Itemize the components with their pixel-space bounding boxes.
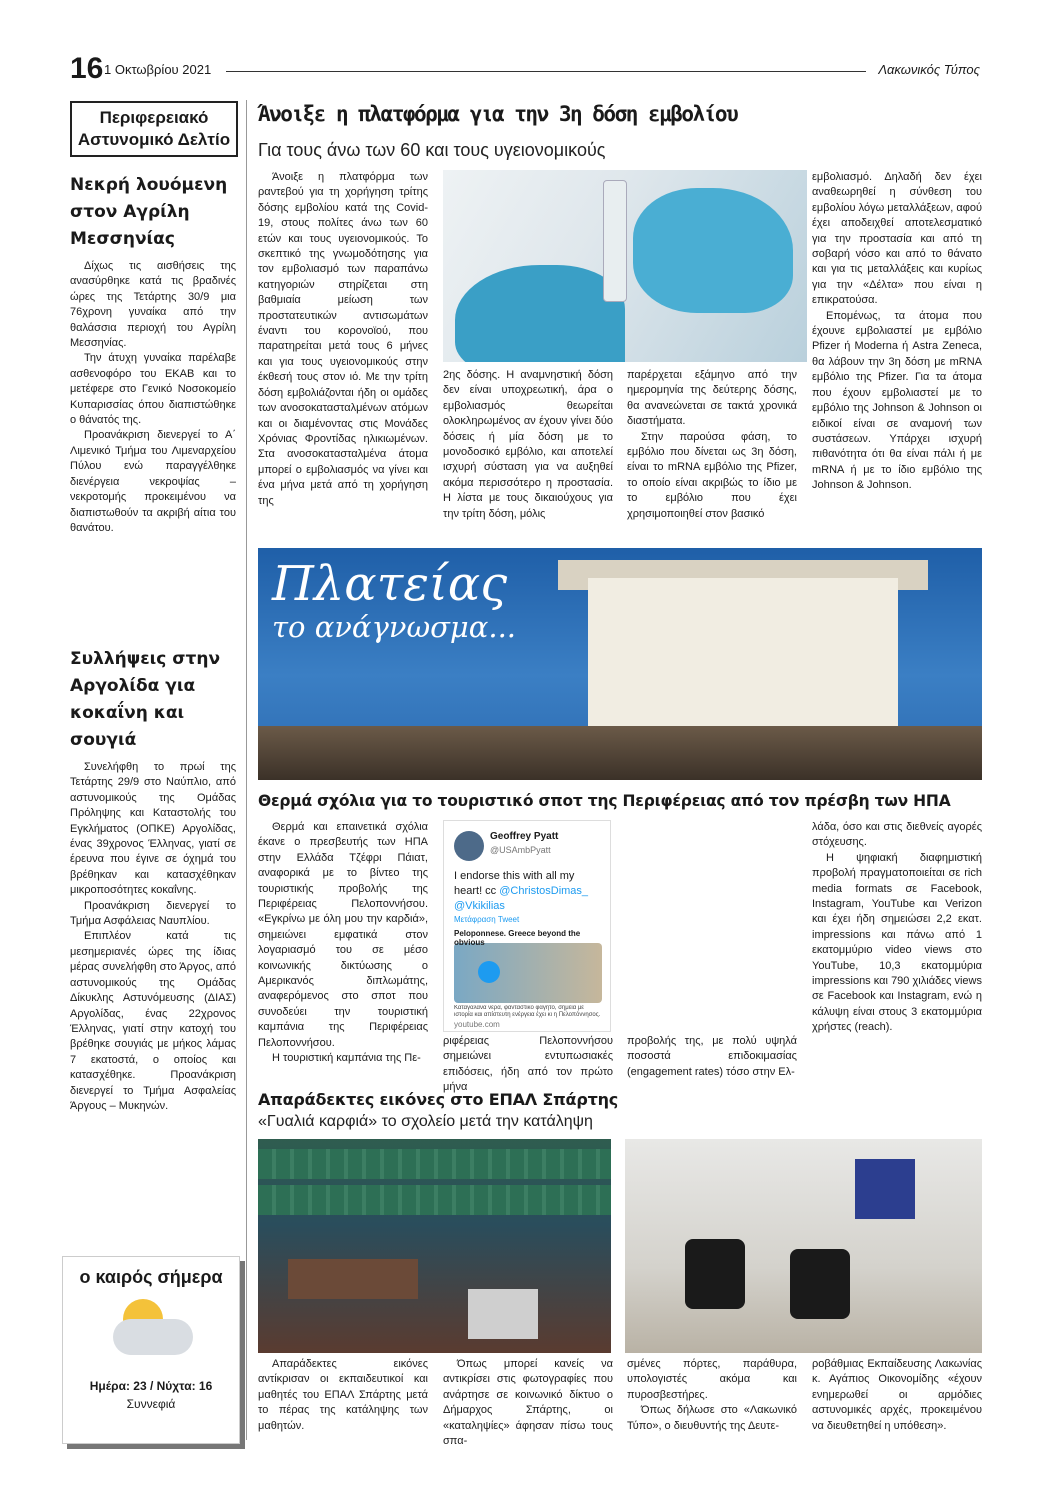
video-thumbnail[interactable] [454,943,602,1003]
epal-col-1 [258,1357,428,1434]
police-story-1-title: Νεκρή λουόμενη στον Αγρίλη Μεσσηνίας [70,175,228,249]
paragraph: Δίχως τις αισθήσεις της ανασύρθηκε κατά τις βραδινές ώρες της Τετάρτης 30/9 μια 76χρονη γυναίκα από την θαλάσσια περιοχή του Αγρίλη Μεσσηνίας. [70,260,236,350]
epal-photo-office [258,1139,611,1353]
card-description: Καταγάλανα νερά, φανταστικό φαγητό, σημεία με ιστορία και απίστευτη ενέργεια έχει κι η Πελοπόννησος. [454,1005,601,1018]
banner-title: Πλατείας [272,556,508,612]
paragraph: ροβάθμιας Εκπαίδευσης Λακωνίας κ. Αγάπιος Οικονομίδης «έχουν ενημερωθεί οι αρμόδιες αστυνομικές αρχές, προκειμένου να διευθετηθεί η υπόθεση». [812,1358,982,1432]
paragraph: Η τουριστική καμπάνια της Πε- [272,1052,421,1065]
ambassador-col-2 [443,1034,613,1096]
chair [685,1239,745,1309]
epal-subtitle: «Γυαλιά καρφιά» το σχολείο μετά την κατάληψη [258,1113,593,1130]
school-chair [855,1159,915,1219]
card-title: Peloponnese. Greece beyond the obvious [454,929,581,947]
weather-title: ο καιρός σήμερα [79,1267,223,1287]
cloud-icon [113,1319,193,1355]
paragraph: Προανάκριση διενεργεί το Τμήμα Ασφάλειας Ναυπλίου. [70,899,236,928]
vaccine-title: Άνοιξε η πλατφόρμα για την 3η δόση εμβολίου [258,102,738,126]
police-section-title: Περιφερειακό Αστυνομικό Δελτίο [70,101,238,157]
shelf-binders [258,1149,611,1179]
cafe-awnings [258,726,982,780]
paragraph: Επιπλέον κατά τις μεσημεριανές ώρες της ίδιας μέρας συνελήφθη στο Άργος, από αστυνομικούς της Ομάδας Δίκυκλης Αστυνόμευσης (ΔΙΑΣ) Αργολίδας, ένας 22χρονος Έλληνας, γιατί στην κατοχή του βρέθηκε σουγιάς με μήκος λάμας 7 εκατοστά, ο οποίος και κατασχέθηκε. Προανάκριση διενεργεί το Τμήμα Ασφαλείας Άργους – Μυκηνών. [70,930,236,1112]
weather-temps: Ημέρα: 23 / Νύχτα: 16 [89,1379,213,1393]
epal-col-3 [627,1357,797,1434]
page-number: 16 [70,52,104,85]
tweet-text-start: I endorse this with all my heart! cc [454,870,575,897]
tweet-author: Geoffrey Pyatt [490,831,559,842]
paragraph: ριφέρειας Πελοποννήσου σημειώνει εντυπωσιακές επιδόσεις, ήδη από τον πρώτο μήνα [443,1035,613,1094]
police-story-2-title: Συλλήψεις στην Αργολίδα για κοκαΐνη και σουγιά [70,649,221,750]
weather-box [62,1256,240,1444]
weather-condition: Συννεφιά [126,1397,176,1411]
epal-title: Απαράδεκτες εικόνες στο ΕΠΑΛ Σπάρτης [258,1090,619,1109]
paragraph: 2ης δόσης. Η αναμνηστική δόση δεν είναι υποχρεωτική, άρα ο εμβολιασμός θεωρείται ολοκληρωμένος αν έχουν γίνει δύο δόσεις ή μία δόση με το μονοδοσικό εμβόλιο, και αποτελεί ισχυρή σύσταση για να αυξηθεί ακόμα περισσότερο η προστασία. Η λίστα με τους δικαιούχους για την τρίτη δόση, μόλις [443,369,613,520]
tweet-embed[interactable] [443,820,611,1032]
header-rule [226,71,866,72]
vaccine-col-3 [627,368,797,522]
glove-shape [455,265,625,362]
paragraph: Όπως δήλωσε στο «Λακωνικό Τύπο», ο διευθυντής της Δευτε- [627,1404,797,1432]
paragraph: Όπως μπορεί κανείς να αντικρίσει στις φωτογραφίες που ανάρτησε σε κοινωνικό δίκτυο ο Δήμαρχος Σπάρτης, οι «καταληψίες» άφησαν πίσω τους σπα- [443,1358,613,1448]
tweet-text [454,869,604,914]
newspaper-name: Λακωνικός Τύπος [878,62,980,77]
paragraph: Άνοιξε η πλατφόρμα των ραντεβού για τη χορήγηση τρίτης δόσης εμβολίου κατά της Covid-19, στους πολίτες άνω των 60 ετών και τους υγειονομικούς. Το σκεπτικό της γνωμοδότησης για τον εμβολιασμό των παραπάνω κατηγοριών στηρίζεται στη βαθμιαία μείωση των προστατευτικών αντισωμάτων έναντι του κορονοϊού, που παρατηρείται μετά τους 6 μήνες και για τους υγειονομικούς στην έκθεσή τους στον ιό. Με την τρίτη δόση εμβολιάζονται ήδη οι ομάδες των ανοσοκατασταλμένων ατόμων και οι διαμένοντας στις Μονάδες Χρόνιας Φροντίδας ηλικιωμένων. Στα ανοσοκατασταλμένα άτομα μπορεί ο εμβολιασμός να γίνει και ένα μήνα μετά από τη χορήγηση της [258,171,428,507]
play-icon [478,961,500,983]
printer [468,1289,538,1339]
paragraph: Την άτυχη γυναίκα παρέλαβε ασθενοφόρο του ΕΚΑΒ και το μετέφερε στο Γενικό Νοσοκομείο Κυπαρισσίας όπου διαπιστώθηκε ο θάνατός της. [70,352,236,427]
ambassador-col-4 [812,820,982,1036]
tweet-handle: @USAmbPyatt [490,845,551,855]
police-story-1 [70,172,236,536]
vaccine-photo [443,170,807,362]
paragraph: προβολής της, με πολύ υψηλά ποσοστά επιδοκιμασίας (engagement rates) τόσο στην Ελ- [627,1035,797,1078]
ambassador-title: Θερμά σχόλια για το τουριστικό σποτ της Περιφέρειας από τον πρέσβη των ΗΠΑ [258,792,951,810]
paragraph: Επομένως, τα άτομα που έχουνε εμβολιαστεί με εμβόλιο Pfizer ή Moderna ή Astra Zeneca, θα λάβουν την 3η δόση με mRNA εμβόλιο της Pfizer. Για τα άτομα που έχουν εμβολιαστεί με το εμβόλιο της Johnson & Johnson οι ειδικοί είναι σε αναμονή των συστάσεων. Υπάρχει ισχυρή πιθανότητα ότι θα είναι πάλι ή με mRNA ή με το ίδιο εμβόλιο της Johnson & Johnson. [812,309,982,492]
card-url[interactable]: youtube.com [454,1020,500,1029]
paragraph: λάδα, όσο και στις διεθνείς αγορές στόχευσης. [812,821,982,849]
epal-photo-chairs [625,1139,982,1353]
ambassador-col-1 [258,820,428,1067]
glove-shape [633,188,793,313]
issue-date: 1 Οκτωβρίου 2021 [104,62,212,77]
paragraph: Θερμά και επαινετικά σχόλια έκανε ο πρεσβευτής των ΗΠΑ στην Ελλάδα Τζέφρι Πάιατ, αναφορικά με το βίντεο της τουριστικής προβολής της Περιφέρειας Πελοποννήσου. «Εγκρίνω με όλη μου την καρδιά», σημειώνει εμφατικά στον λογαριασμό του σε μέσο κοινωνικής δικτύωσης ο Αμερικανός διπλωμάτης, αναφερόμενος στο σποτ που συνοδεύει την τουριστική καμπάνια της Περιφέρειας Πελοποννήσου. [258,821,428,1049]
vaccine-subtitle: Για τους άνω των 60 και τους υγειονομικούς [258,140,606,160]
vaccine-col-1 [258,170,428,509]
building [588,578,898,748]
paragraph: παρέρχεται εξάμηνο από την ημερομηνία της δεύτερης δόσης, θα ανανεώνεται σε τακτά χρονικά διαστήματα. [627,369,797,428]
chair [790,1249,850,1319]
police-story-1-body [70,259,236,536]
shelf-binders [258,1185,611,1215]
column-divider [246,100,247,1440]
desk [288,1259,418,1299]
paragraph: Απαράδεκτες εικόνες αντίκρισαν οι εκπαιδευτικοί και μαθητές του ΕΠΑΛ Σπάρτης μετά το πέρας της κατάληψης των μαθητών. [258,1358,428,1432]
paragraph: σμένες πόρτες, παράθυρα, υπολογιστές ακόμα και πυροσβεστήρες. [627,1358,797,1401]
epal-col-2 [443,1357,613,1449]
mention-link[interactable]: @Vkikilias [454,900,505,912]
translate-link[interactable]: Μετάφραση Tweet [454,915,520,924]
banner-subtitle: το ανάγνωσμα... [272,610,517,644]
police-story-2 [70,646,236,1114]
paragraph: Προανάκριση διενεργεί το Α΄ Λιμενικό Τμήμα του Λιμεναρχείου Πύλου ενώ παραγγέλθηκε διενέργεια νεκροψίας – νεκροτομής προκειμένου να διαπιστωθούν τα ακριβή αίτια του θανάτου. [70,429,236,534]
syringe-shape [603,180,627,302]
plateias-banner [258,548,982,780]
paragraph: Συνελήφθη το πρωί της Τετάρτης 29/9 στο Ναύπλιο, από αστυνομικούς της Ομάδας Πρόληψης και Καταστολής του Εγκλήματος (ΟΠΚΕ) Αργολίδας, ένας 39χρονος Έλληνας, γιατί σε έρευνα που έγινε σε όχημά του βρέθηκαν και κατασχέθηκαν μικροποσότητες κοκαΐνης. [70,761,236,897]
paragraph: Η ψηφιακή διαφημιστική προβολή πραγματοποιείται σε rich media formats σε Facebook, Instagram, YouTube και Verizon και έχει ήδη σημειώσει 2,2 εκατ. impressions και πάνω από 1 εκατομμύριο video views στο YouTube, 10,3 εκατομμύρια impressions και 790 χιλιάδες views σε Facebook και Instagram, ενώ η κάλυψη είναι στους 3 εκατομμύρια χρήστες (reach). [812,851,982,1034]
paragraph: εμβολιασμό. Δηλαδή δεν έχει αναθεωρηθεί η σύνθεση του εμβολίου λόγω μεταλλάξεων, αφού έχει αποδειχθεί αποτελεσματικό για την προστασία και από τη σοβαρή νόσο και από το θάνατο και για τις μεταλλάξεις και κυρίως για την «Δέλτα» που είναι η επικρατούσα. [812,171,982,307]
paragraph: Στην παρούσα φάση, το εμβόλιο που δίνεται ως 3η δόση, είναι το mRNA εμβόλιο της Pfizer, το οποίο είναι ακριβώς το ίδιο με το εμβόλιο που έχει χρησιμοποιηθεί στον βασικό [627,430,797,520]
epal-col-4 [812,1357,982,1434]
ambassador-col-3 [627,1034,797,1080]
avatar [454,831,484,861]
police-story-2-body [70,760,236,1114]
mention-link[interactable]: @ChristosDimas_ [499,885,589,897]
vaccine-col-2 [443,368,613,522]
vaccine-col-4 [812,170,982,494]
